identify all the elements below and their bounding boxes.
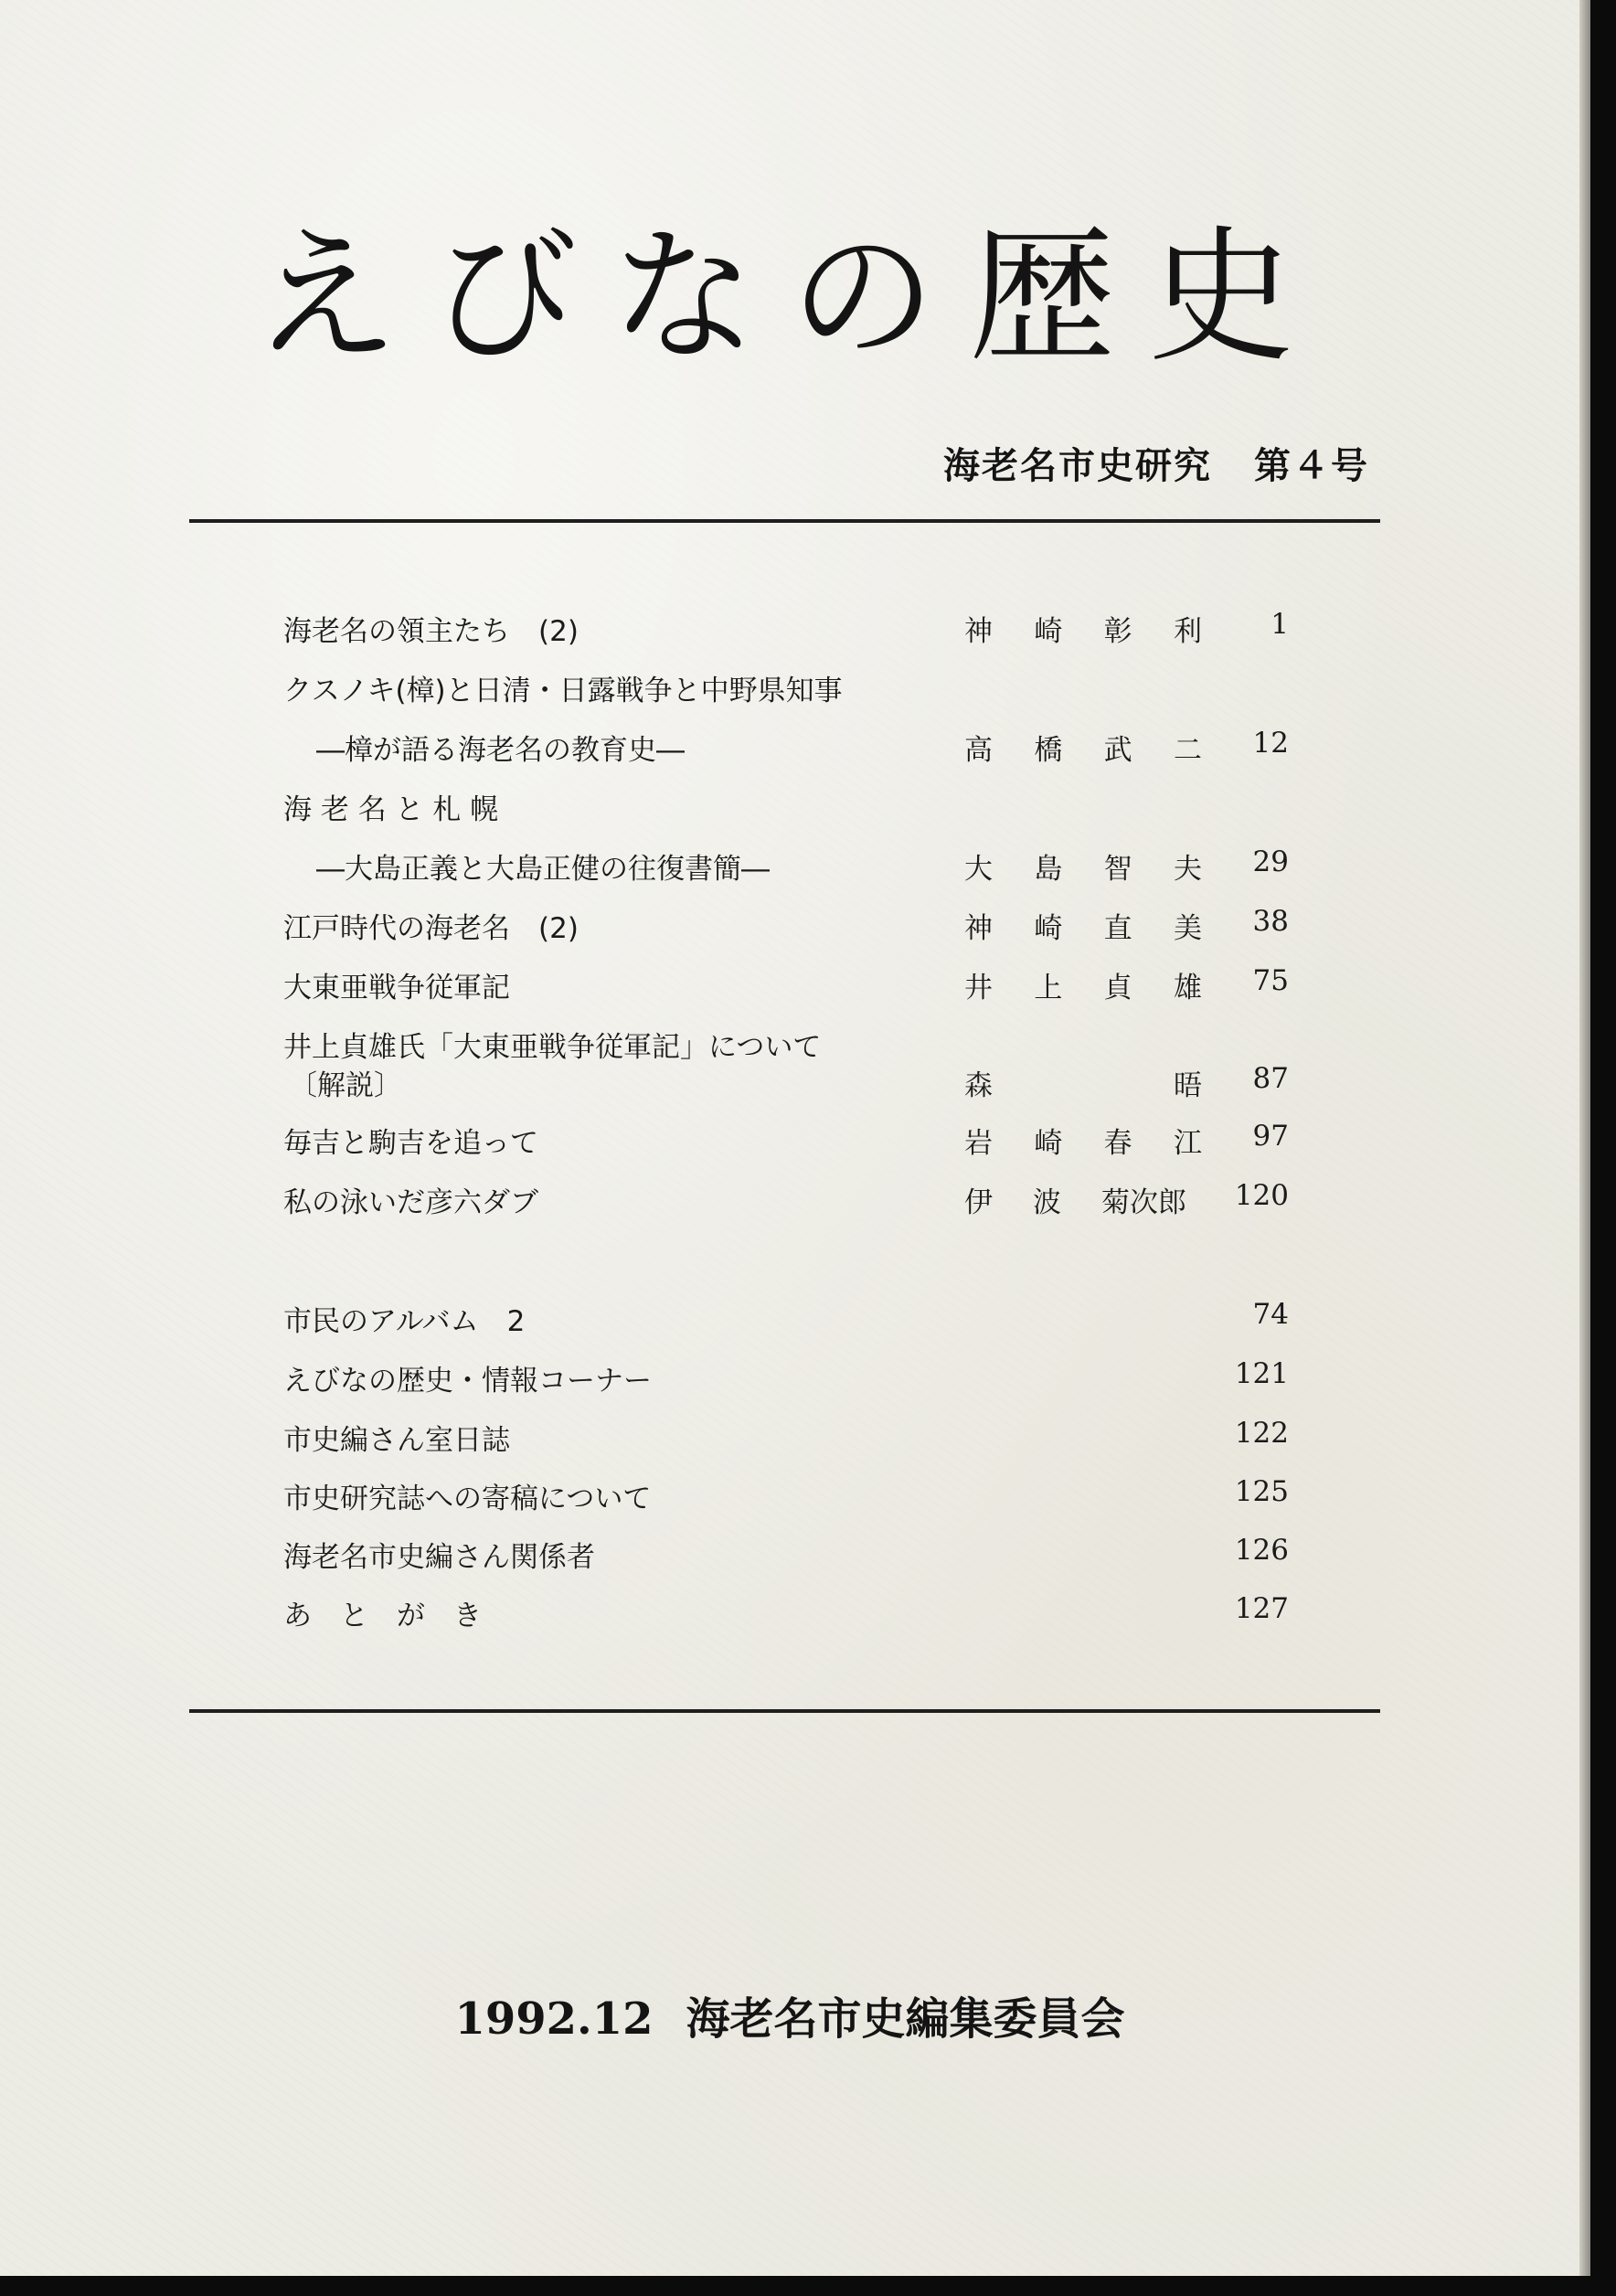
entry-page: 126 [1234,1534,1289,1567]
entry-page: 97 [1252,1120,1289,1153]
toc-entry [283,608,1289,648]
toc-misc-entry [283,1417,1289,1457]
entry-title: えびなの歴史・情報コーナー [283,1365,652,1398]
top-divider [189,519,1380,523]
entry-page: 87 [1252,1062,1289,1095]
page-edge [1579,0,1590,2276]
entry-author: 井 上 貞 雄 [964,972,1202,1004]
entry-title: 市史編さん室日誌 [283,1424,510,1457]
entry-title: 毎吉と駒吉を追って [283,1127,538,1160]
entry-title: 海 老 名 と 札 幌 [283,793,499,826]
toc-entry [283,1120,1289,1160]
entry-author: 神 崎 直 美 [964,912,1202,945]
entry-subtitle: 〔解説〕 [289,1069,402,1102]
issue-number: 第４号 [1254,445,1369,487]
toc-entry [283,845,1289,886]
entry-page: 38 [1252,905,1289,938]
series-name: 海老名市史研究 [943,445,1212,487]
entry-title: 海老名市史編さん関係者 [283,1541,595,1574]
entry-page: 125 [1234,1475,1289,1508]
toc-misc-entry [283,1475,1289,1515]
bottom-divider [189,1709,1380,1713]
entry-title: 大東亜戦争従軍記 [283,972,510,1004]
entry-title: 市民のアルバム 2 [283,1305,526,1338]
entry-subtitle: ―樟が語る海老名の教育史― [316,734,685,767]
entry-title: 井上貞雄氏「大東亜戦争従軍記」について [283,1031,822,1064]
toc-misc-entry [283,1298,1289,1338]
entry-page: 127 [1234,1592,1289,1625]
entry-author: 高 橋 武 二 [964,734,1202,767]
toc-entry [283,1062,1289,1102]
entry-title: クスノキ(樟)と日清・日露戦争と中野県知事 [283,675,843,707]
toc-misc-entry [283,1534,1289,1574]
entry-title: あ と が き [283,1600,482,1632]
imprint [0,1983,1579,2046]
entry-subtitle: ―大島正義と大島正健の往復書簡― [316,853,770,886]
entry-page: 121 [1234,1357,1289,1390]
entry-title: 江戸時代の海老名 (2) [283,912,579,945]
toc-entry [283,1024,1289,1064]
toc-entry [283,905,1289,945]
entry-page: 74 [1252,1298,1289,1331]
entry-page: 120 [1234,1179,1289,1212]
entry-author: 神 崎 彰 利 [964,615,1202,648]
entry-page: 1 [1270,608,1289,641]
toc-entry [283,964,1289,1004]
entry-page: 122 [1234,1417,1289,1450]
entry-author: 伊 波 菊次郎 [964,1186,1186,1219]
entry-page: 12 [1252,727,1289,760]
entry-title: 市史研究誌への寄稿について [283,1483,652,1515]
entry-author: 森 晤 [964,1069,1202,1102]
entry-page: 75 [1252,964,1289,997]
toc-entry [283,727,1289,767]
toc-entry [283,786,1289,826]
entry-author: 岩 崎 春 江 [964,1127,1202,1160]
toc-entry [283,1179,1289,1219]
toc-misc-entry [283,1592,1289,1632]
entry-title: 私の泳いだ彦六ダブ [283,1186,538,1219]
entry-page: 29 [1252,845,1289,878]
toc-entry [283,667,1289,707]
publisher-name: 海老名市史編集委員会 [686,1993,1125,2045]
toc-misc-entry [283,1357,1289,1398]
journal-title: えびなの歴史 [251,211,1327,382]
series-line [943,437,1369,489]
publication-date: 1992.12 [454,1993,654,2045]
entry-author: 大 島 智 夫 [964,853,1202,886]
entry-title: 海老名の領主たち (2) [283,615,579,648]
